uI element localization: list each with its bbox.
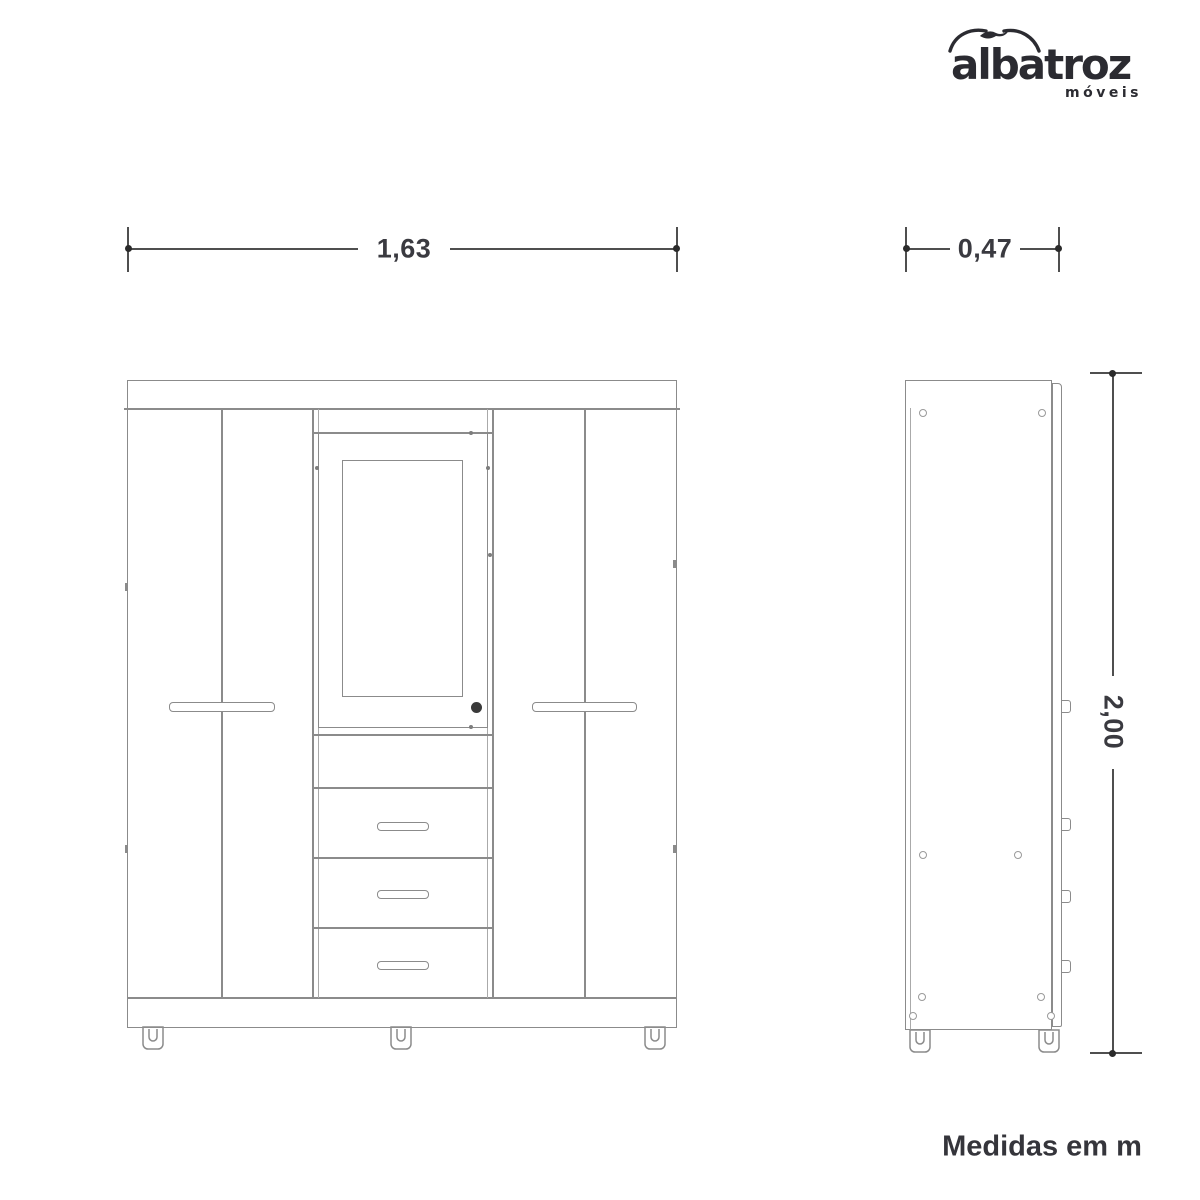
drawer-handle-2 xyxy=(377,890,429,899)
hinge-dot xyxy=(486,466,490,470)
mirror-glass xyxy=(342,460,463,697)
screw-hole xyxy=(1037,993,1045,1001)
caster-wheel-icon xyxy=(388,1026,414,1055)
width-dim-label: 1,63 xyxy=(373,234,436,265)
screw-hole xyxy=(919,851,927,859)
drawer-handle-3 xyxy=(377,961,429,970)
depth-dim-label: 0,47 xyxy=(954,234,1017,265)
width-dim-dot-right xyxy=(673,245,680,252)
height-dim-tick-bottom xyxy=(1090,1052,1142,1054)
height-dim-tick-top xyxy=(1090,372,1142,374)
hinge-dot xyxy=(315,466,319,470)
screw-hole xyxy=(918,993,926,1001)
depth-dim-dot-left xyxy=(903,245,910,252)
side-view-outline xyxy=(905,380,1052,1030)
caster-wheel-icon xyxy=(140,1026,166,1055)
side-handle-profile xyxy=(1061,960,1071,973)
width-dim-line-right xyxy=(450,248,677,250)
measurement-unit-note: Medidas em m xyxy=(942,1130,1142,1163)
door-gap-mark xyxy=(673,845,676,853)
height-dim-line-top xyxy=(1112,373,1114,676)
width-dim-dot-left xyxy=(125,245,132,252)
drawer-handle-1 xyxy=(377,822,429,831)
caster-wheel-icon xyxy=(1036,1029,1062,1058)
caster-wheel-icon xyxy=(642,1026,668,1055)
height-dim-dot-top xyxy=(1109,370,1116,377)
front-top-rail-line xyxy=(124,408,680,410)
mirror-door-bottom-line xyxy=(312,734,493,736)
door-gap-mark xyxy=(125,583,128,591)
screw-hole xyxy=(909,1012,917,1020)
hinge-dot xyxy=(469,431,473,435)
brand-name: albatroz xyxy=(951,40,1131,89)
screw-hole xyxy=(919,409,927,417)
side-handle-profile xyxy=(1061,700,1071,713)
door-gap-mark xyxy=(125,845,128,853)
hinge-dot xyxy=(469,725,473,729)
brand-subtitle: móveis xyxy=(1065,85,1142,101)
height-dim-line-bottom xyxy=(1112,769,1114,1053)
drawer-divider-2 xyxy=(312,857,493,859)
screw-hole xyxy=(1014,851,1022,859)
height-dim-label: 2,00 xyxy=(1098,691,1129,754)
hinge-dot xyxy=(488,553,492,557)
door-gap-mark xyxy=(673,560,676,568)
side-handle-profile xyxy=(1061,818,1071,831)
caster-wheel-icon xyxy=(907,1029,933,1058)
side-back-panel-line xyxy=(910,408,911,1030)
depth-dim-line-right xyxy=(1020,248,1059,250)
height-dim-dot-bottom xyxy=(1109,1050,1116,1057)
screw-hole xyxy=(1047,1012,1055,1020)
right-doors-handle xyxy=(532,702,637,712)
screw-hole xyxy=(1038,409,1046,417)
mirror-door-knob xyxy=(471,702,482,713)
front-doors-bottom-line xyxy=(128,997,676,999)
depth-dim-line-left xyxy=(906,248,950,250)
left-doors-handle xyxy=(169,702,275,712)
center-column-right-edge xyxy=(492,409,494,998)
drawer-divider-3 xyxy=(312,927,493,929)
width-dim-line-left xyxy=(128,248,358,250)
depth-dim-dot-right xyxy=(1055,245,1062,252)
drawer-divider-1 xyxy=(312,787,493,789)
center-column-left-edge xyxy=(312,409,314,998)
side-handle-profile xyxy=(1061,890,1071,903)
